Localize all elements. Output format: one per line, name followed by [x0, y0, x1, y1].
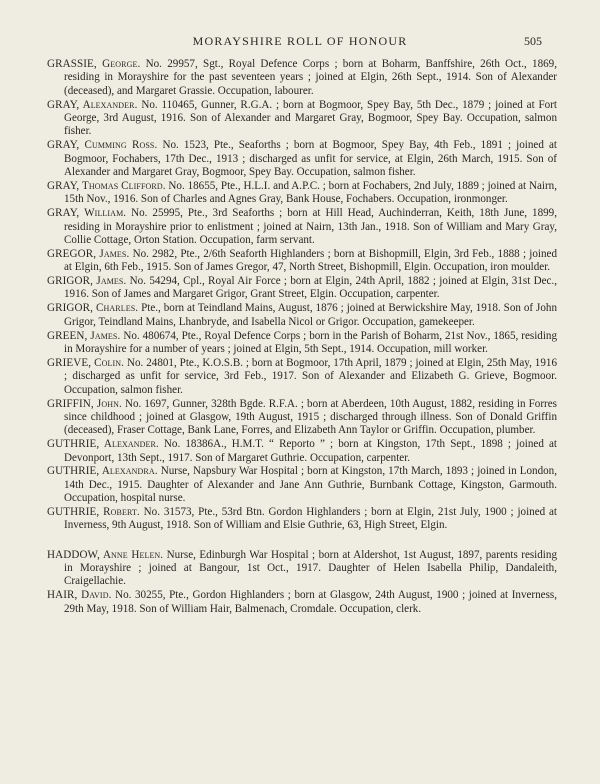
entry-text: No. 480674, Pte., Royal Defence Corps ; born in the Parish of Boharm, 21st Nov., 1865, residing in Morayshire for a number of years ; joined at Elgin, 5th Sept., 1914. Occupation, mill worker.	[64, 329, 558, 355]
roll-entry	[47, 302, 557, 329]
entry-text: Pte., born at Teindland Mains, August, 1876 ; joined at Berwickshire May, 1918. Son of John Grigor, Teindland Mains, Lhanbryde, and Isabella Nicol or Grigor. Occupation, gamekeeper.	[64, 302, 557, 328]
entry-text: No. 25995, Pte., 3rd Seaforths ; born at Hill Head, Auchinderran, Keith, 18th June, 1899, residing in Morayshire prior to enlistment ; joined at Nairn, 13th Jan., 1918. Son of William and Mary Gray, Collie Cottage, Orton Station. Occupation, farm servant.	[64, 207, 557, 246]
page-number: 505	[524, 34, 542, 48]
roll-entry	[47, 275, 557, 302]
roll-entries	[47, 58, 557, 617]
entry-name: GRIGOR, Charles.	[47, 302, 139, 315]
entry-name: GREEN, James.	[47, 329, 121, 342]
entry-name: GRAY, William.	[47, 207, 127, 220]
entry-text: No. 110465, Gunner, R.G.A. ; born at Bogmoor, Spey Bay, 5th Dec., 1879 ; joined at Fort George, 3rd August, 1916. Son of Alexander and Margaret Gray, Bogmoor, Spey Bay. Occupation, salmon fisher.	[64, 98, 557, 138]
roll-entry	[47, 465, 557, 505]
roll-entry	[47, 139, 557, 179]
entry-text: No. 2982, Pte., 2/6th Seaforth Highlanders ; born at Bishopmill, Elgin, 3rd Feb., 1888 ; joined at Elgin, 6th Feb., 1915. Son of James Gregor, 47, North Street, Bishopmill, Elgin. Occupation, iron moulder.	[64, 247, 557, 274]
roll-entry	[47, 438, 557, 465]
roll-entry	[47, 58, 557, 98]
roll-entry	[47, 398, 557, 438]
entry-name: HAIR, David.	[47, 589, 112, 602]
entry-text: Nurse, Napsbury War Hospital ; born at Kingston, 17th March, 1893 ; joined in London, 14th Dec., 1915. Daughter of Alexander and Jane Ann Guthrie, Burnbank Cottage, Kingston, Garmouth. Occupation, hospital nurse.	[64, 465, 558, 505]
entry-name: GRAY, Thomas Clifford.	[47, 179, 166, 192]
roll-entry	[47, 589, 557, 616]
entry-text: No. 18655, Pte., H.L.I. and A.P.C. ; born at Fochabers, 2nd July, 1889 ; joined at Nairn, 15th Nov., 1916. Son of Charles and Agnes Gray, Bank House, Fochabers. Occupation, ironmonger.	[64, 179, 557, 206]
entry-name: GRIGOR, James.	[47, 275, 127, 288]
roll-entry	[47, 357, 557, 397]
roll-entry	[47, 180, 557, 207]
entry-name: GRIEVE, Colin.	[47, 356, 125, 369]
entry-text: No. 18386A., H.M.T. “ Reporto ” ; born at Kingston, 17th Sept., 1898 ; joined at Devonport, 13th Sept., 1917. Son of Margaret Guthrie. Occupation, carpenter.	[64, 438, 557, 464]
entry-text: No. 29957, Sgt., Royal Defence Corps ; born at Boharm, Banffshire, 26th Oct., 1869, residing in Morayshire for the past seventeen years ; joined at Elgin, 26th Sept., 1914. Son of Alexander (deceased), and Margaret Grassie. Occupation, labourer.	[64, 58, 557, 97]
entry-text: No. 1697, Gunner, 328th Bgde. R.F.A. ; born at Aberdeen, 10th August, 1882, residing in Forres since childhood ; joined at Glasgow, 19th August, 1915 ; discharged through illness. Son of Donald Griffin (deceased), Fraser Cottage, Bank Lane, Forres, and Elizabeth Ann Taylor or Griffin. Occupation, plumber.	[64, 397, 557, 437]
roll-entry	[47, 207, 557, 247]
running-title: MORAYSHIRE ROLL OF HONOUR	[192, 34, 408, 48]
entry-text: No. 1523, Pte., Seaforths ; born at Bogmoor, Spey Bay, 4th Feb., 1891 ; joined at Bogmoor, Fochabers, 17th Dec., 1913 ; discharged as unfit for service, at Elgin, 26th March, 1915. Son of Alexander and Margaret Gray, Bogmoor, Spey Bay. Occupation, salmon fisher.	[64, 139, 557, 178]
entry-name: GRASSIE, George.	[47, 58, 141, 70]
roll-entry	[47, 506, 557, 533]
entry-text: Nurse, Edinburgh War Hospital ; born at Aldershot, 1st August, 1897, parents residing in Morayshire ; joined at Bangour, 1st Oct., 1917. Daughter of Helen Isabella Philip, Dandaleith, Craigellachie.	[64, 548, 557, 588]
entry-text: No. 30255, Pte., Gordon Highlanders ; born at Glasgow, 24th August, 1900 ; joined at Inverness, 29th May, 1918. Son of William Hair, Balmenach, Cromdale. Occupation, clerk.	[64, 589, 557, 615]
roll-entry	[47, 549, 557, 589]
entry-text: No. 24801, Pte., K.O.S.B. ; born at Bogmoor, 17th April, 1879 ; joined at Elgin, 25th May, 1916 ; discharged as unfit for service, 3rd Feb., 1917. Son of Alexander and Elizabeth G. Grieve, Bogmoor. Occupation, salmon fisher.	[64, 356, 557, 396]
roll-entry	[47, 99, 557, 139]
entry-name: GRIFFIN, John.	[47, 397, 122, 410]
entry-name: GRAY, Alexander.	[47, 98, 138, 111]
entry-name: GUTHRIE, Alexandra.	[47, 465, 158, 478]
entry-text: No. 54294, Cpl., Royal Air Force ; born at Elgin, 24th April, 1882 ; joined at Elgin, 31st Dec., 1916. Son of James and Margaret Grigor, Grant Street, Elgin. Occupation, carpenter.	[64, 275, 558, 301]
entry-name: HADDOW, Anne Helen.	[47, 548, 164, 561]
roll-entry	[47, 330, 557, 357]
entry-name: GRAY, Cumming Ross.	[47, 139, 158, 152]
entry-text: No. 31573, Pte., 53rd Btn. Gordon Highlanders ; born at Elgin, 21st July, 1900 ; joined at Inverness, 9th August, 1918. Son of William and Elsie Guthrie, 63, High Street, Elgin.	[64, 506, 558, 532]
page-header	[0, 34, 600, 50]
entry-name: GUTHRIE, Robert.	[47, 506, 140, 519]
entry-name: GREGOR, James.	[47, 247, 130, 260]
entry-name: GUTHRIE, Alexander.	[47, 438, 159, 451]
roll-entry	[47, 248, 557, 275]
